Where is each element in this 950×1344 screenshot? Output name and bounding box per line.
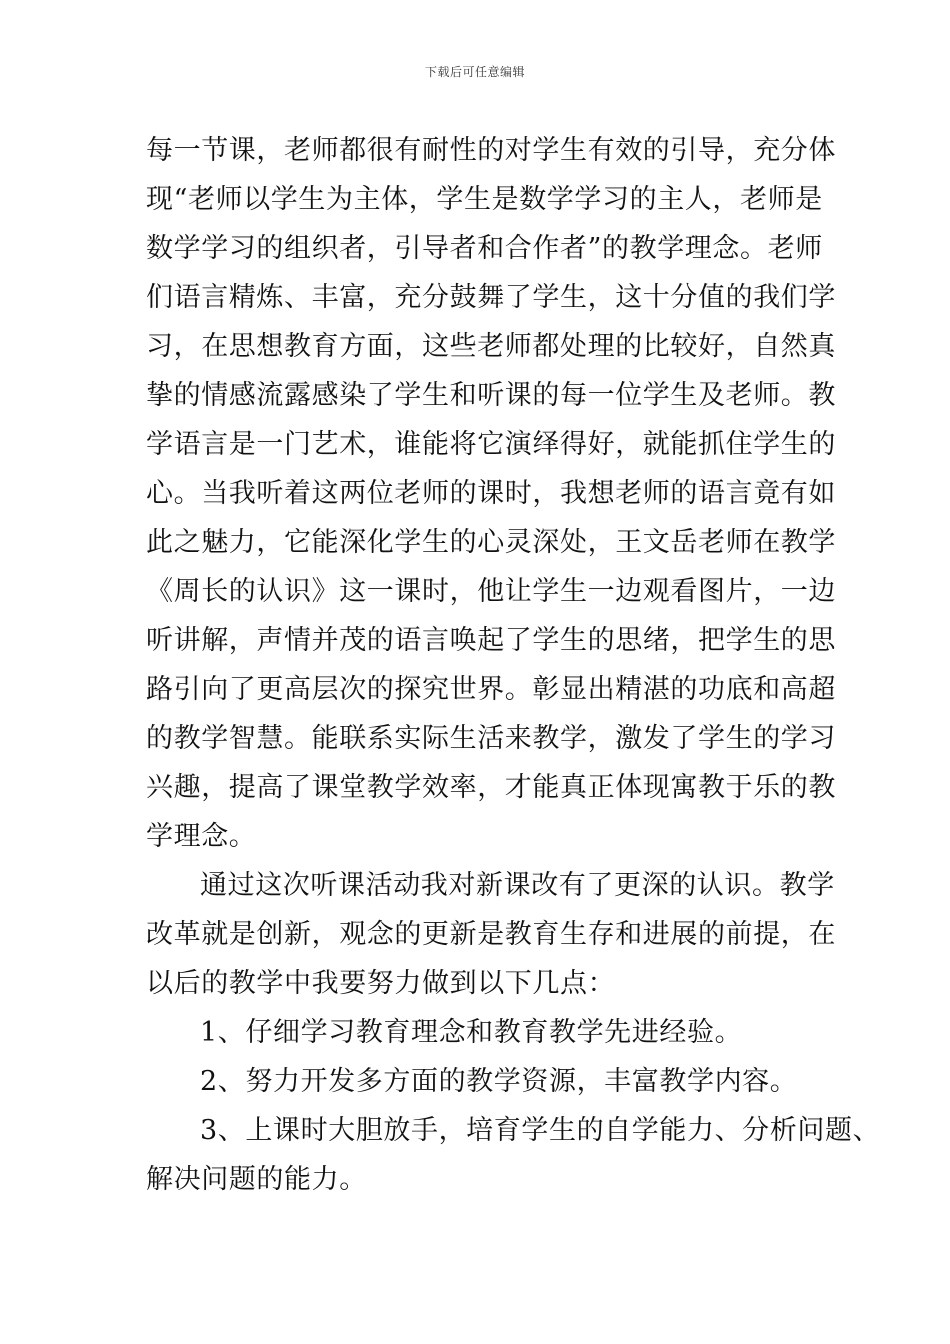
list-item-1: 1、仔细学习教育理念和教育教学先进经验。: [200, 1017, 743, 1048]
text-line: 习，在思想教育方面，这些老师都处理的比较好，自然真: [146, 331, 836, 362]
text-line: 挚的情感流露感染了学生和听课的每一位学生及老师。教: [146, 380, 836, 411]
text-line: 听讲解，声情并茂的语言唤起了学生的思绪，把学生的思: [146, 625, 836, 656]
text-line: 们语言精炼、丰富，充分鼓舞了学生，这十分值的我们学: [146, 282, 836, 313]
text-line: 《周长的认识》这一课时，他让学生一边观看图片，一边: [146, 576, 836, 607]
text-line: 学语言是一门艺术，谁能将它演绎得好，就能抓住学生的: [146, 429, 836, 460]
list-item-3: 3、上课时大胆放手，培育学生的自学能力、分析问题、: [200, 1115, 881, 1146]
paragraph-1: [146, 126, 836, 861]
text-line: 心。当我听着这两位老师的课时，我想老师的语言竟有如: [146, 478, 836, 509]
text-line: 每一节课，老师都很有耐性的对学生有效的引导，充分体: [146, 135, 836, 166]
text-line: 通过这次听课活动我对新课改有了更深的认识。教学: [200, 870, 835, 901]
text-line: 学理念。: [146, 821, 257, 852]
text-line: 数学学习的组织者，引导者和合作者”的教学理念。老师: [146, 233, 823, 264]
page-header: 下载后可任意编辑: [424, 65, 525, 79]
text-line: 改革就是创新，观念的更新是教育生存和进展的前提，在: [146, 919, 836, 950]
document-body: [146, 126, 881, 1204]
text-line: 兴趣，提高了课堂教学效率，才能真正体现寓教于乐的教: [146, 772, 836, 803]
text-line: 现“老师以学生为主体，学生是数学学习的主人，老师是: [146, 184, 823, 215]
text-line: 以后的教学中我要努力做到以下几点：: [146, 968, 616, 999]
text-line: 路引向了更高层次的探究世界。彰显出精湛的功底和高超: [146, 674, 836, 705]
list-item-2: 2、努力开发多方面的教学资源，丰富教学内容。: [200, 1066, 798, 1097]
numbered-list: [146, 1008, 881, 1204]
text-line: 此之魅力，它能深化学生的心灵深处，王文岳老师在教学: [146, 527, 836, 558]
text-line: 的教学智慧。能联系实际生活来教学，激发了学生的学习: [146, 723, 836, 754]
list-item-3-continuation: 解决问题的能力。: [146, 1164, 367, 1195]
paragraph-2: [146, 861, 836, 1008]
